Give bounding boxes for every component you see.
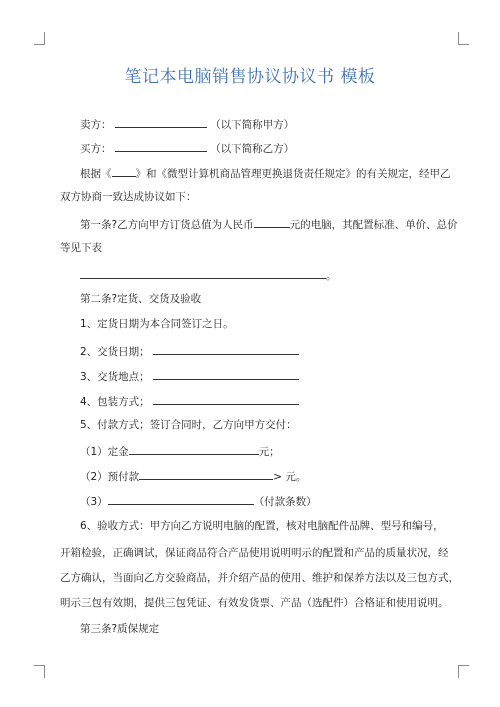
advance-blank[interactable] (139, 468, 273, 480)
item6-line-3: 乙方确认，当面向乙方交验商品，并介绍产品的使用、维护和保养方法以及三包方式， (60, 572, 459, 584)
payment-terms-line (80, 493, 317, 509)
seller-line (80, 116, 294, 132)
article2-item-4 (80, 393, 299, 409)
packaging-blank[interactable] (153, 393, 299, 405)
advance-unit: > 元。 (273, 471, 307, 483)
article1-text-a: 第一条?乙方向甲方订货总值为人民币 (80, 219, 254, 231)
item6-line-1: 6、验收方式：甲方向乙方说明电脑的配置，核对电脑配件品牌、型号和编号， (80, 520, 444, 532)
item6-line-4: 明示三包有效期，提供三包凭证、有效发货票、产品（选配件）合格证和使用说明。 (60, 597, 449, 609)
deposit-blank[interactable] (129, 443, 259, 455)
advance-label: （2）预付款 (80, 471, 140, 483)
article2-item-3 (80, 368, 299, 384)
payment-deposit-line (80, 443, 280, 459)
deposit-label: （1）定金 (80, 446, 129, 458)
terms-suffix: （付款条数） (253, 496, 317, 508)
seller-blank[interactable] (115, 116, 207, 128)
article3-heading: 第三条?质保规定 (80, 623, 160, 635)
terms-label: （3） (80, 496, 108, 508)
delivery-place-blank[interactable] (153, 368, 299, 380)
item6-line-2: 开箱检验，正确调试，保证商品符合产品使用说明明示的配置和产品的质量状况，经 (60, 547, 449, 559)
article2-item-1: 1、定货日期为本合同签订之日。 (80, 318, 234, 330)
crop-mark-bottom-right (458, 665, 469, 678)
packaging-label: 4、包装方式； (80, 396, 150, 408)
article2-item-5: 5、付款方式；签订合同时，乙方向甲方交付： (80, 419, 297, 431)
product-table-line (80, 267, 337, 283)
article1-line-1 (80, 216, 458, 232)
deposit-unit: 元； (258, 446, 280, 458)
basis-line-1 (80, 165, 451, 181)
basis-text-a: 根据《 (80, 168, 112, 180)
seller-suffix: （以下简称甲方） (210, 119, 295, 131)
product-table-end: 。 (326, 270, 337, 282)
article2-item-2 (80, 343, 299, 359)
article2-heading: 第二条?定货、交货及验收 (80, 293, 202, 305)
document-title: 笔记本电脑销售协议协议书 模板 (124, 67, 376, 87)
seller-label: 卖方： (80, 119, 112, 131)
crop-mark-top-right (458, 32, 469, 45)
product-table-blank[interactable] (80, 267, 326, 279)
delivery-place-label: 3、交货地点； (80, 371, 150, 383)
crop-mark-top-left (34, 32, 45, 45)
terms-blank[interactable] (108, 493, 254, 505)
buyer-line (80, 140, 294, 156)
law-name-blank[interactable] (112, 165, 136, 177)
buyer-suffix: （以下简称乙方） (210, 143, 295, 155)
payment-advance-line (80, 468, 306, 484)
delivery-date-blank[interactable] (153, 343, 299, 355)
total-amount-blank[interactable] (254, 216, 290, 228)
basis-line-2: 双方协商一致达成协议如下： (60, 191, 197, 203)
buyer-blank[interactable] (115, 140, 207, 152)
article1-line-2: 等见下表 (60, 242, 102, 254)
basis-text-b: 》和《微型计算机商品管理更换退货责任规定》的有关规定，经甲乙 (135, 168, 451, 180)
buyer-label: 买方： (80, 143, 112, 155)
article1-text-b: 元的电脑，其配置标准、单价、总价 (289, 219, 458, 231)
delivery-date-label: 2、交货日期； (80, 346, 150, 358)
crop-mark-bottom-left (34, 665, 45, 678)
